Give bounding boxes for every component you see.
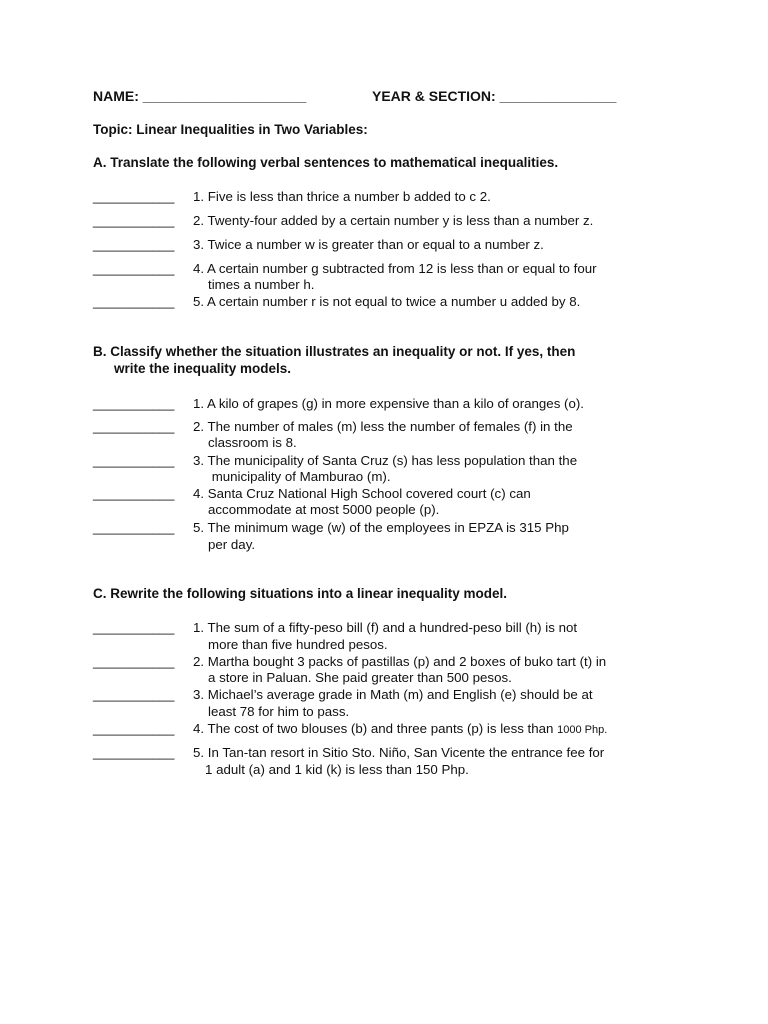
question-c2: 2. Martha bought 3 packs of pastillas (p) and 2 boxes of buko tart (t) in xyxy=(193,654,607,669)
topic-heading: Topic: Linear Inequalities in Two Variables: xyxy=(93,122,368,137)
question-a1: 1. Five is less than thrice a number b added to c 2. xyxy=(193,189,491,204)
question-b3: 3. The municipality of Santa Cruz (s) has less population than the xyxy=(193,453,578,468)
name-field-label: NAME: _____________________ xyxy=(93,88,307,104)
section-b-heading-continued: write the inequality models. xyxy=(114,361,292,376)
answer-blank: ___________ xyxy=(93,654,175,669)
question-a4: 4. A certain number g subtracted from 12 is less than or equal to four xyxy=(193,261,597,276)
question-a3: 3. Twice a number w is greater than or equal to a number z. xyxy=(193,237,544,252)
answer-blank: ___________ xyxy=(93,486,175,501)
answer-blank: ___________ xyxy=(93,396,175,411)
answer-blank: ___________ xyxy=(93,453,175,468)
question-b2-continued: classroom is 8. xyxy=(208,435,297,450)
answer-blank: ___________ xyxy=(93,520,175,535)
question-b2: 2. The number of males (m) less the number of females (f) in the xyxy=(193,419,573,434)
question-c4-text: 4. The cost of two blouses (b) and three pants (p) is less than xyxy=(193,721,558,736)
question-a5: 5. A certain number r is not equal to twice a number u added by 8. xyxy=(193,294,581,309)
question-c4 xyxy=(193,721,607,736)
question-b5-continued: per day. xyxy=(208,537,256,552)
year-section-field-label: YEAR & SECTION: _______________ xyxy=(372,88,617,104)
question-b5: 5. The minimum wage (w) of the employees in EPZA is 315 Php xyxy=(193,520,569,535)
question-c2-continued: a store in Paluan. She paid greater than 500 pesos. xyxy=(208,670,512,685)
question-a4-continued: times a number h. xyxy=(208,277,315,292)
question-c4-amount: 1000 Php. xyxy=(557,724,608,736)
answer-blank: ___________ xyxy=(93,213,175,228)
question-c5-continued: 1 adult (a) and 1 kid (k) is less than 150 Php. xyxy=(205,762,469,777)
answer-blank: ___________ xyxy=(93,721,175,736)
section-c-heading: C. Rewrite the following situations into a linear inequality model. xyxy=(93,586,508,601)
answer-blank: ___________ xyxy=(93,237,175,252)
question-c5: 5. In Tan-tan resort in Sitio Sto. Niño, San Vicente the entrance fee for xyxy=(193,745,605,760)
question-c3: 3. Michael’s average grade in Math (m) and English (e) should be at xyxy=(193,687,593,702)
answer-blank: ___________ xyxy=(93,294,175,309)
question-a2: 2. Twenty-four added by a certain number y is less than a number z. xyxy=(193,213,594,228)
question-b4-continued: accommodate at most 5000 people (p). xyxy=(208,502,440,517)
question-b3-continued: municipality of Mamburao (m). xyxy=(208,469,391,484)
answer-blank: ___________ xyxy=(93,419,175,434)
answer-blank: ___________ xyxy=(93,261,175,276)
answer-blank: ___________ xyxy=(93,620,175,635)
question-c1-continued: more than five hundred pesos. xyxy=(208,637,388,652)
answer-blank: ___________ xyxy=(93,745,175,760)
question-b4: 4. Santa Cruz National High School covered court (c) can xyxy=(193,486,531,501)
question-b1: 1. A kilo of grapes (g) in more expensive than a kilo of oranges (o). xyxy=(193,396,584,411)
section-b-heading: B. Classify whether the situation illustrates an inequality or not. If yes, then xyxy=(93,344,576,359)
section-a-heading: A. Translate the following verbal sentences to mathematical inequalities. xyxy=(93,155,559,170)
answer-blank: ___________ xyxy=(93,189,175,204)
question-c1: 1. The sum of a fifty-peso bill (f) and a hundred-peso bill (h) is not xyxy=(193,620,578,635)
answer-blank: ___________ xyxy=(93,687,175,702)
question-c3-continued: least 78 for him to pass. xyxy=(208,704,350,719)
